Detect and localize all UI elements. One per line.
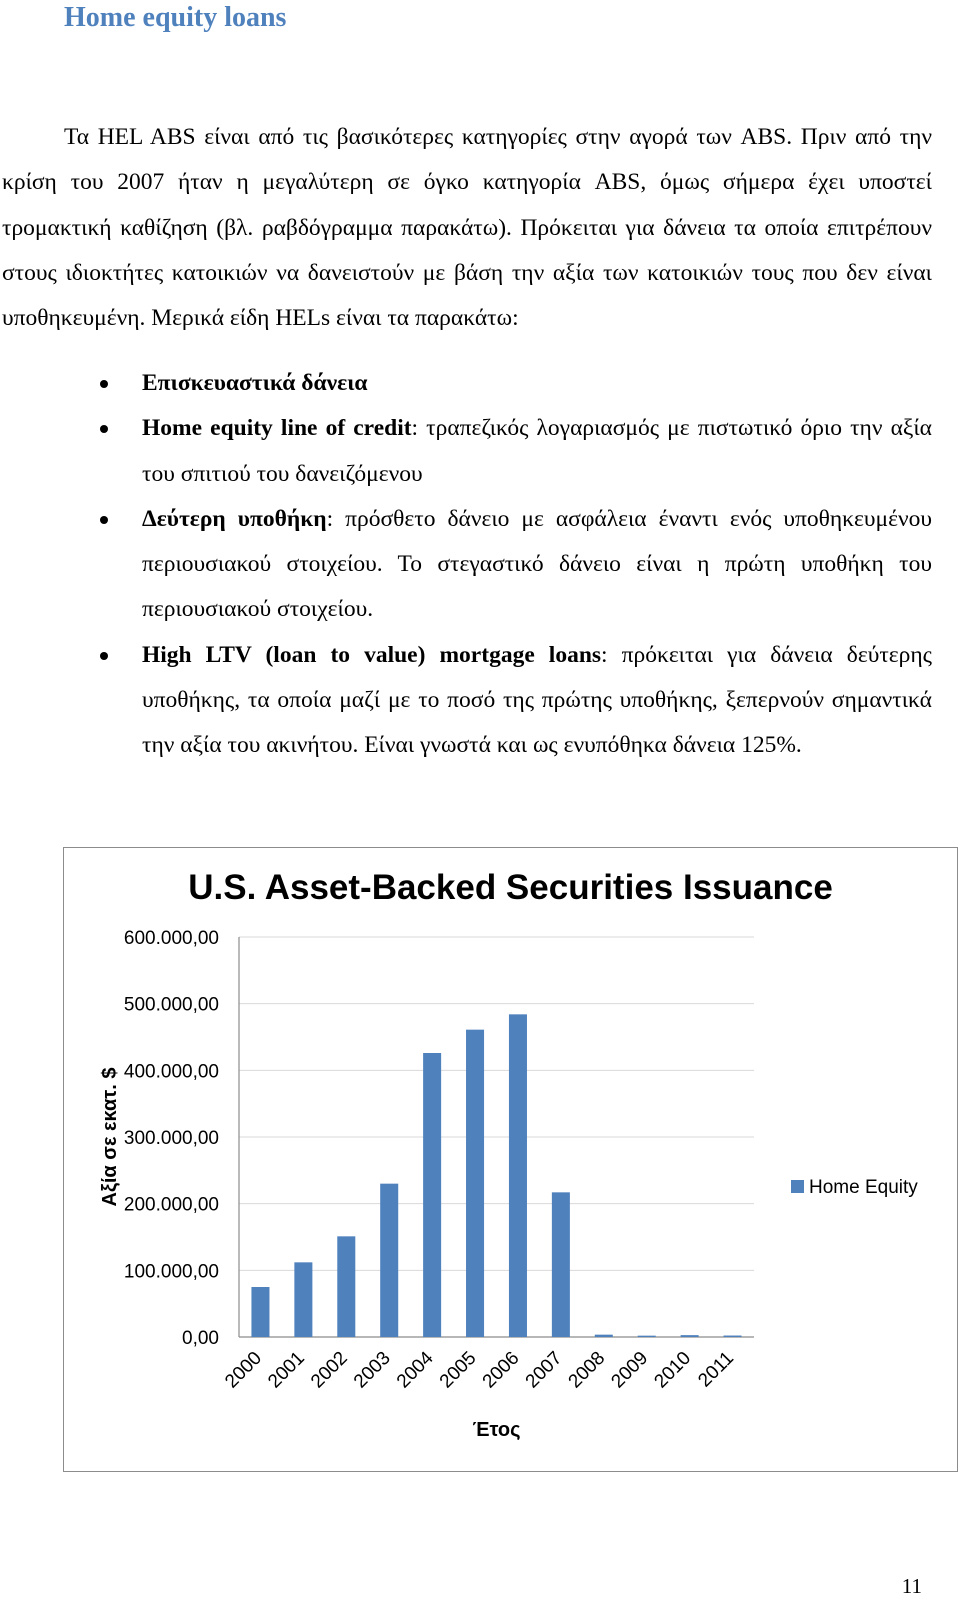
bar <box>423 1053 441 1337</box>
y-tick-label: 400.000,00 <box>123 1061 219 1083</box>
x-tick-label: 2007 <box>521 1347 567 1393</box>
bar-chart <box>64 848 957 1471</box>
bullet-icon <box>100 380 108 388</box>
x-tick-label: 2010 <box>650 1347 696 1393</box>
y-tick-label: 600.000,00 <box>123 928 219 949</box>
chart-title: U.S. Asset-Backed Securities Issuance <box>188 868 833 907</box>
bullet-icon <box>100 516 108 524</box>
section-heading: Home equity loans <box>64 2 287 33</box>
bullet-icon <box>100 425 108 433</box>
x-tick-label: 2008 <box>564 1347 610 1393</box>
list-item <box>0 633 932 769</box>
x-tick-label: 2006 <box>478 1347 524 1393</box>
bar <box>337 1236 355 1337</box>
intro-paragraph: Τα HEL ABS είναι από τις βασικότερες κατηγορίες στην αγορά των ABS. Πριν από την κρίση του 2007 ήταν η μεγαλύτερη σε όγκο κατηγορία ABS, όμως σήμερα έχει υποστεί τρομακτική καθίζηση (βλ. ραβδόγραμμα παρακάτω). Πρόκειται για δάνεια τα οποία επιτρέπουν στους ιδιοκτήτες κατοικιών να δανειστούν με βάση την αξία των κατοικιών τους που δεν είναι υποθηκευμένη. Μερικά είδη HELs είναι τα παρακάτω: <box>2 124 932 332</box>
y-axis-title: Αξία σε εκατ. $ <box>99 1067 121 1207</box>
bar <box>294 1262 312 1337</box>
list-item-term: Δεύτερη υποθήκη <box>142 505 327 532</box>
x-tick-label: 2002 <box>307 1347 352 1393</box>
bar <box>681 1335 699 1337</box>
list-item-text: : πρόκειται για δάνεια δεύτερης υποθήκης, τα οποία μαζί με το ποσό της πρώτης υποθήκης, ξεπερνούν σημαντικά την αξία του ακινήτου. Είναι γνωστά και ως ενυπόθηκα δάνεια 125%. <box>142 641 932 759</box>
x-tick-label: 2003 <box>349 1347 395 1393</box>
chart-frame <box>63 847 958 1472</box>
y-tick-label: 200.000,00 <box>123 1194 219 1216</box>
bar <box>638 1336 656 1337</box>
list-item-text: : τραπεζικός λογαριασμός με πιστωτικό όριο την αξία του σπιτιού του δανειζόμενου <box>142 415 932 487</box>
list-item-text: : πρόσθετο δάνειο με ασφάλεια έναντι ενός υποθηκευμένου περιουσιακού στοιχείου. Το στεγαστικό δάνειο είναι η πρώτη υποθήκη του περιουσιακού στοιχείου. <box>142 505 932 623</box>
legend-label: Home Equity <box>809 1177 918 1198</box>
bar <box>380 1184 398 1337</box>
x-tick-label: 2005 <box>435 1347 481 1393</box>
bullet-icon <box>100 652 108 660</box>
list-item <box>0 361 932 406</box>
x-tick-label: 2000 <box>221 1347 266 1393</box>
y-tick-label: 0,00 <box>182 1328 219 1349</box>
bar <box>509 1014 527 1337</box>
list-item <box>0 406 932 497</box>
page-number: 11 <box>901 1574 922 1598</box>
x-tick-label: 2009 <box>607 1347 653 1393</box>
bar <box>251 1287 269 1337</box>
x-tick-label: 2001 <box>264 1347 309 1393</box>
x-tick-label: 2011 <box>694 1347 739 1392</box>
bar <box>466 1030 484 1337</box>
list-item-term: High LTV (loan to value) mortgage loans <box>142 641 602 668</box>
legend-swatch <box>791 1180 804 1193</box>
bar <box>724 1336 742 1337</box>
x-tick-label: 2004 <box>392 1347 438 1393</box>
y-tick-label: 100.000,00 <box>123 1261 219 1283</box>
bar <box>552 1192 570 1337</box>
x-axis-title: Έτος <box>472 1419 521 1441</box>
y-tick-label: 500.000,00 <box>123 994 219 1016</box>
list-item-term: Επισκευαστικά δάνεια <box>142 370 368 396</box>
bar <box>595 1335 613 1337</box>
list-item <box>0 497 932 633</box>
loan-types-list <box>0 361 940 769</box>
y-tick-label: 300.000,00 <box>123 1128 219 1149</box>
list-item-term: Home equity line of credit <box>142 415 412 442</box>
